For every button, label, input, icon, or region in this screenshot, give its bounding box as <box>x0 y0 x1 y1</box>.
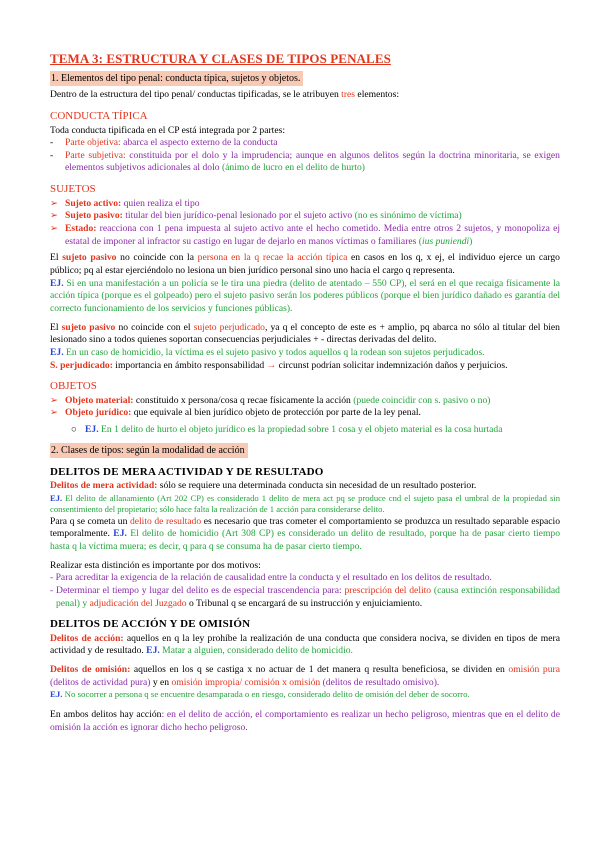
arrow-bullet-icon: ➢ <box>50 394 59 406</box>
list-item: ➢ Sujeto pasivo: titular del bien jurídico-penal lesionado por el sujeto activo (no es sinónimo de víctima) <box>50 210 462 222</box>
list-item: ➢ Sujeto activo: quien realiza el tipo <box>50 197 200 209</box>
mera-example: EJ. El delito de allanamiento (Art 202 CP) es considerado 1 delito de mera act pq se produce cnd el sujeto pasa el umbral de la propiedad sin consentimiento del propietario; sólo hace falta la realización de 1 acción para considerarse delito. <box>50 493 560 515</box>
mera-actividad-heading: DELITOS DE MERA ACTIVIDAD Y DE RESULTADO <box>50 465 324 478</box>
motivo-2: - Determinar el tiempo y lugar del delito es de especial trascendencia para: prescripción del delito (causa extinción responsabilidad penal) y adjudicación del Juzgado o Tribunal q se encargará de su instrucción y enjuiciamiento. <box>50 585 560 609</box>
sujeto-pasivo-paragraph-1: El sujeto pasivo no coincide con la persona en la q recae la acción típica en casos en los q, x ej, el individuo ejerce un cargo público; pq al estar ejerciéndolo no lesiona un bien jurídico personal sino uno hacia el cargo q representa. <box>50 252 560 276</box>
document-title: TEMA 3: ESTRUCTURA Y CLASES DE TIPOS PENALES <box>50 51 391 66</box>
section-1-intro: Dentro de la estructura del tipo penal/ conductas tipificadas, se le atribuyen tres elementos: <box>50 89 399 101</box>
example-1: EJ. Si en una manifestación a un policía se le tira una piedra (delito de atentado – 550 CP), el será en el que recaiga físicamente la acción típica (porque es el golpeado) pero el sujeto pasivo serán los poderes públicos (porque el bien jurídico dañado es garantía del correcto funcionamiento de los servicios y funciones públicas). <box>50 277 560 314</box>
list-item: ➢ Objeto material: constituido x persona/cosa q recae físicamente la acción (puede coincidir con s. pasivo o no) <box>50 394 491 406</box>
circle-bullet-icon: ○ <box>71 424 77 436</box>
list-item: ➢ Objeto jurídico: que equivale al bien jurídico objeto de protección por parte de la ley penal. <box>50 407 421 419</box>
arrow-bullet-icon: ➢ <box>50 222 59 234</box>
sujeto-pasivo-paragraph-2: El sujeto pasivo no coincide con el sujeto perjudicado, ya q el concepto de este es + amplio, pq abarca no sólo al titular del bien lesionado sino a todos quienes soportan consecuencias perjudiciales + - directas derivadas del delito. <box>50 321 560 346</box>
section-1-heading: 1. Elementos del tipo penal: conducta típica, sujetos y objetos. <box>50 71 560 86</box>
conducta-parts-list <box>50 137 560 175</box>
objetos-example-list <box>50 424 560 437</box>
arrow-bullet-icon: ➢ <box>50 407 59 419</box>
delitos-accion: Delitos de acción: aquellos en q la ley prohíbe la realización de una conducta que considera nociva, se dividen en tipos de mera actividad y de resultado. EJ. Matar a alguien, considerado delito de homicidio. <box>50 632 560 657</box>
section-2-heading: 2. Clases de tipos: según la modalidad de acción <box>50 443 560 458</box>
conducta-tipica-heading: CONDUCTA TÍPICA <box>50 110 148 122</box>
objetos-heading: OBJETOS <box>50 380 97 393</box>
list-item: ➢ Estado: reacciona con 1 pena impuesta al sujeto activo ante el hecho cometido. Media entre otros 2 sujetos, y monopoliza ej estatal de imponer al infractor su castigo en lugar de dejarlo en manos víctimas o familiares (ius puniendi) <box>50 222 560 247</box>
list-item: - Parte subjetiva: constituida por el dolo y la imprudencia; aunque en algunos delitos según la doctrina minoritaria, se exigen elementos subjetivos adicionales al dolo (ánimo de lucro en el delito de hurto) <box>50 150 560 175</box>
sujetos-heading: SUJETOS <box>50 183 96 196</box>
omision-example: EJ. No socorrer a persona q se encuentre desamparada o en riesgo, considerado delito de omisión del deber de socorro. <box>50 689 470 700</box>
example-2: EJ. En un caso de homicidio, la víctima es el sujeto pasivo y todos aquellos q la rodean son sujetos perjudicados. <box>50 346 485 358</box>
list-item: ○ EJ. En 1 delito de hurto el objeto jurídico es la propiedad sobre 1 cosa y el objeto material es la cosa hurtada <box>71 424 503 436</box>
sujetos-list <box>50 198 560 249</box>
conducta-text: Toda conducta tipificada en el CP está integrada por 2 partes: <box>50 124 285 136</box>
arrow-bullet-icon: ➢ <box>50 197 59 209</box>
objetos-list <box>50 395 560 420</box>
arrow-bullet-icon: ➢ <box>50 210 59 222</box>
mera-actividad-definition: Delitos de mera actividad: sólo se requiere una determinada conducta sin necesidad de un resultado posterior. <box>50 480 477 492</box>
arrow-icon: → <box>266 359 277 371</box>
delito-resultado-paragraph: Para q se cometa un delito de resultado es necesario que tras cometer el comportamiento se produzca un resultado separable espacio temporalmente. EJ. El delito de homicidio (Art 308 CP) es considerado un delito de resultado, porque ha de pasar cierto tiempo hasta q la víctima muera; es decir, q para q se consuma ha de pasar cierto tiempo. <box>50 515 561 553</box>
delitos-omision: Delitos de omisión: aquellos en los q se castiga x no actuar de 1 det manera q resulta beneficiosa, se dividen en omisión pura (delitos de actividad pura) y en omisión impropia/ comisión x omisión (delitos de resultado omisivo). <box>50 664 560 688</box>
ambos-delitos-paragraph: En ambos delitos hay acción: en el delito de acción, el comportamiento es realizar un hecho peligroso, mientras que en el delito de omisión la acción es ignorar dicho hecho peligroso. <box>50 709 560 733</box>
motivo-1: - Para acreditar la exigencia de la relación de causalidad entre la conducta y el resultado en los delitos de resultado. <box>50 572 492 584</box>
list-item: - Parte objetiva: abarca el aspecto externo de la conducta <box>50 137 560 150</box>
sujeto-perjudicado-note: S. perjudicado: importancia en ámbito responsabilidad → circunst podrían solicitar indemnización daños y perjuicios. <box>50 359 508 371</box>
accion-omision-heading: DELITOS DE ACCIÓN Y DE OMISIÓN <box>50 618 251 631</box>
motivos-intro: Realizar esta distinción es importante por dos motivos: <box>50 559 261 571</box>
